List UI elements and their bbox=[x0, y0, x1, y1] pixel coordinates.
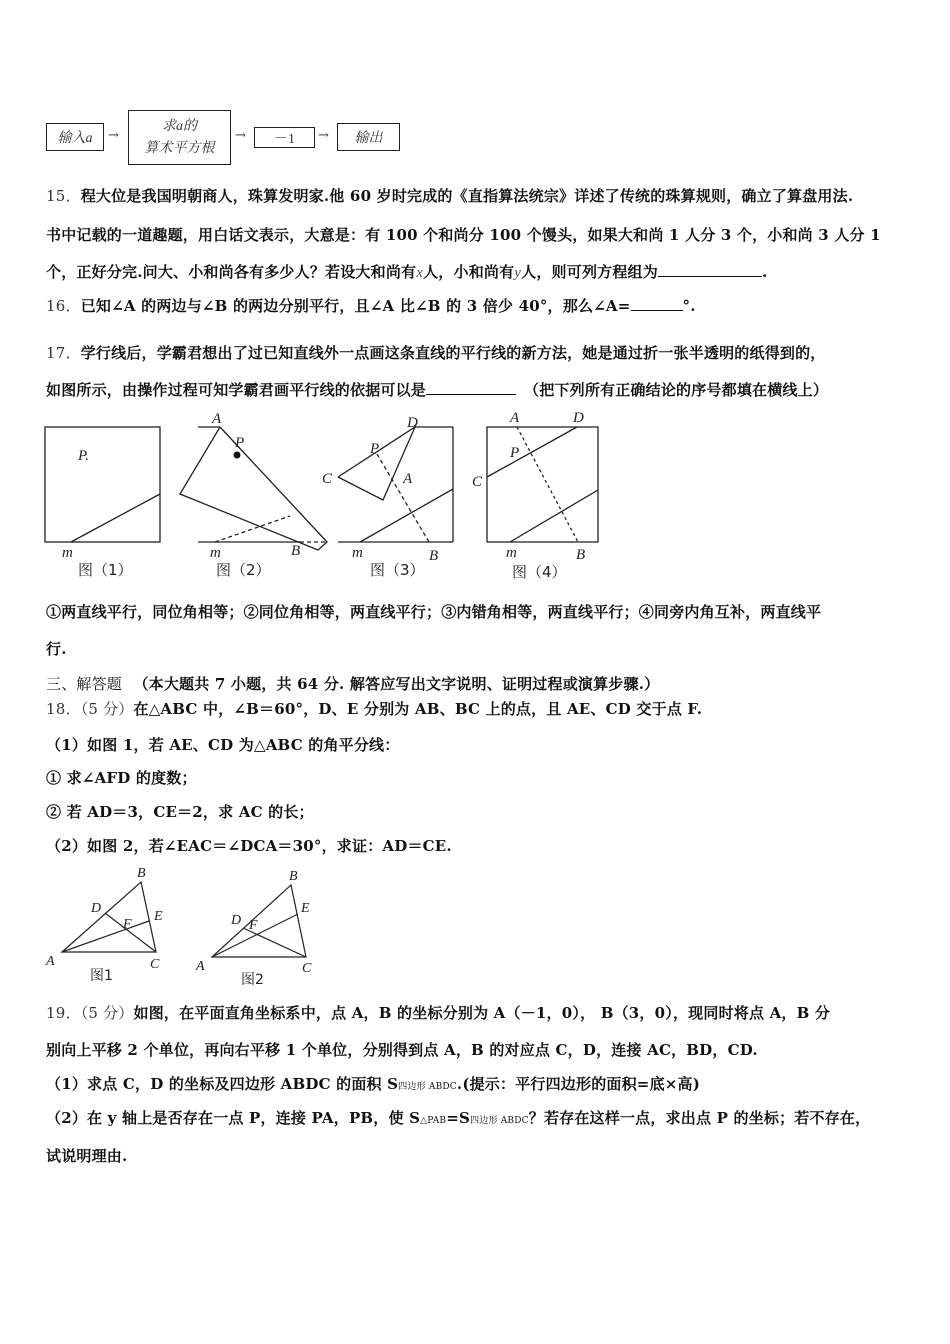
q17-line2 bbox=[46, 380, 828, 400]
q19-part2-subscript-2: 四边形 ABDC bbox=[470, 1116, 529, 1126]
svg-text:B: B bbox=[137, 866, 146, 881]
q19-part2-subscript-1: △PAB bbox=[420, 1116, 447, 1126]
flow-sqrt-label-2: 算术平方根 bbox=[144, 140, 215, 156]
svg-text:C: C bbox=[302, 961, 312, 976]
svg-text:F: F bbox=[123, 917, 132, 932]
q18-part2-text: （2）如图 2，若∠EAC＝∠DCA＝30°，求证：AD＝CE. bbox=[46, 837, 452, 855]
svg-text:D: D bbox=[91, 901, 102, 916]
q18-sub2 bbox=[46, 802, 314, 822]
flow-output-label: 输出 bbox=[354, 131, 383, 146]
q19-line2 bbox=[46, 1040, 758, 1060]
q17-options-2: 行. bbox=[46, 640, 67, 658]
q16-text-b: °. bbox=[682, 297, 696, 315]
q15-answer-blank[interactable] bbox=[658, 262, 762, 277]
q15-line2 bbox=[46, 225, 881, 245]
svg-text:C: C bbox=[150, 957, 160, 972]
q19-number: 19． bbox=[46, 1004, 81, 1022]
svg-text:A: A bbox=[510, 410, 520, 426]
q18-score: （5 分） bbox=[80, 700, 134, 718]
flow-minus-label: －1 bbox=[274, 131, 295, 147]
svg-text:B: B bbox=[429, 548, 439, 564]
svg-text:C: C bbox=[472, 474, 483, 490]
q15-text-3d: . bbox=[761, 263, 768, 281]
arrow-icon: → bbox=[235, 128, 246, 143]
q19-part2-c: ？若存在这样一点，求出点 P 的坐标；若不存在， bbox=[528, 1109, 871, 1127]
q16-answer-blank[interactable] bbox=[631, 296, 683, 311]
svg-text:B: B bbox=[291, 543, 301, 559]
section3-note: （本大题共 7 小题，共 64 分. 解答应写出文字说明、证明过程或演算步骤.） bbox=[133, 675, 660, 693]
svg-text:B: B bbox=[289, 869, 298, 884]
arrow-icon: → bbox=[108, 128, 119, 143]
q16-number: 16． bbox=[46, 297, 81, 315]
q18-part1-text: （1）如图 1，若 AE、CD 为△ABC 的角平分线： bbox=[46, 736, 400, 754]
q15-text-3b: 人，小和尚有 bbox=[423, 263, 515, 281]
q19-line1 bbox=[46, 1003, 830, 1023]
q18-stem bbox=[46, 699, 702, 719]
q15-text-3a: 个，正好分完.问大、小和尚各有多少人？若设大和尚有 bbox=[46, 263, 417, 281]
flow-sqrt-box bbox=[128, 110, 231, 165]
svg-text:m: m bbox=[210, 545, 221, 561]
q17-number: 17． bbox=[46, 344, 81, 362]
svg-text:m: m bbox=[62, 545, 73, 561]
flow-input-label: 输入a bbox=[57, 131, 93, 146]
svg-text:A: A bbox=[212, 411, 222, 427]
q19-part2-line2 bbox=[46, 1146, 127, 1166]
q19-text-1: 如图，在平面直角坐标系中，点 A，B 的坐标分别为 A（－1，0）， B（3，0），现同时将点 A，B 分 bbox=[133, 1004, 831, 1022]
q17-text-2b: （把下列所有正确结论的序号都填在横线上） bbox=[524, 381, 829, 399]
q19-score: （5 分） bbox=[80, 1004, 134, 1022]
svg-text:D: D bbox=[231, 913, 242, 928]
fig3-caption: 图（3） bbox=[370, 561, 425, 579]
q17-line1 bbox=[46, 343, 826, 363]
q17-options-line1 bbox=[46, 602, 821, 622]
q18-sub1-text: ① 求∠AFD 的度数； bbox=[46, 769, 197, 787]
svg-text:A: A bbox=[196, 959, 205, 974]
q19-text-2: 别向上平移 2 个单位，再向右平移 1 个单位，分别得到点 A，B 的对应点 C，D，连接 AC，BD，CD. bbox=[46, 1041, 758, 1059]
q15-line3 bbox=[46, 262, 767, 283]
q18-sub1 bbox=[46, 768, 197, 788]
q19-part2 bbox=[46, 1108, 870, 1131]
svg-text:C: C bbox=[322, 471, 333, 487]
fig2-caption: 图（2） bbox=[216, 561, 271, 579]
svg-text:E: E bbox=[301, 901, 310, 916]
q17-text-1: 学行线后，学霸君想出了过已知直线外一点画这条直线的平行线的新方法，她是通过折一张半透明的纸得到的， bbox=[80, 344, 826, 362]
svg-text:A: A bbox=[403, 471, 413, 487]
q18-part2 bbox=[46, 836, 452, 856]
q16-line bbox=[46, 296, 696, 316]
q15-line1 bbox=[46, 186, 853, 206]
section3-heading bbox=[46, 674, 659, 694]
svg-text:m: m bbox=[506, 545, 517, 561]
q18-fig1-caption: 图1 bbox=[90, 968, 113, 984]
q19-part1 bbox=[46, 1074, 700, 1097]
svg-text:B: B bbox=[576, 547, 586, 563]
flow-sqrt-label-1: 求a的 bbox=[162, 118, 197, 134]
q18-figures bbox=[40, 860, 340, 990]
q15-text-1: 程大位是我国明朝商人，珠算发明家.他 60 岁时完成的《直指算法统宗》详述了传统的珠算规则，确立了算盘用法. bbox=[80, 187, 854, 205]
q17-options-1: ①两直线平行，同位角相等；②同位角相等，两直线平行；③内错角相等，两直线平行；④同旁内角互补，两直线平 bbox=[46, 603, 822, 621]
arrow-icon: → bbox=[318, 128, 329, 143]
q17-options-line2 bbox=[46, 639, 67, 659]
section3-title: 三、解答题 bbox=[46, 675, 123, 693]
q18-number: 18． bbox=[46, 700, 81, 718]
q18-part1 bbox=[46, 735, 399, 755]
q19-part1-a: （1）求点 C，D 的坐标及四边形 ABDC 的面积 S bbox=[46, 1075, 399, 1093]
svg-text:E: E bbox=[154, 909, 163, 924]
q15-text-3c: 人，则可列方程组为 bbox=[521, 263, 658, 281]
q19-part2-a: （2）在 y 轴上是否存在一点 P，连接 PA，PB，使 S bbox=[46, 1109, 421, 1127]
fig1-caption: 图（1） bbox=[78, 561, 133, 579]
q18-fig2-caption: 图2 bbox=[241, 972, 264, 988]
q17-answer-blank[interactable] bbox=[426, 380, 516, 395]
q15-text-2: 书中记载的一道趣题，用白话文表示，大意是：有 100 个和尚分 100 个馒头，如果大和尚 1 人分 3 个，小和尚 3 人分 1 bbox=[46, 226, 881, 244]
flow-minus-box bbox=[254, 127, 315, 148]
svg-text:P.: P. bbox=[78, 448, 89, 464]
svg-text:P: P bbox=[235, 435, 245, 451]
q17-figures bbox=[40, 405, 620, 585]
svg-text:F: F bbox=[249, 918, 258, 933]
q19-part1-subscript: 四边形 ABDC bbox=[398, 1082, 457, 1092]
q18-sub2-text: ② 若 AD＝3，CE＝2，求 AC 的长； bbox=[46, 803, 314, 821]
q15-number: 15． bbox=[46, 187, 81, 205]
q15-var-x: x bbox=[416, 265, 424, 281]
flow-output-box bbox=[337, 123, 400, 151]
q16-text-a: 已知∠A 的两边与∠B 的两边分别平行，且∠A 比∠B 的 3 倍少 40°，那么∠A= bbox=[80, 297, 631, 315]
q15-var-y: y bbox=[514, 265, 522, 281]
q17-text-2a: 如图所示，由操作过程可知学霸君画平行线的依据可以是 bbox=[46, 381, 427, 399]
q18-stem-text: 在△ABC 中，∠B＝60°，D、E 分别为 AB、BC 上的点，且 AE、CD 交于点 F. bbox=[133, 700, 703, 718]
q19-part1-b: .(提示：平行四边形的面积=底×高) bbox=[456, 1075, 701, 1093]
fig4-caption: 图（4） bbox=[512, 563, 567, 581]
svg-text:m: m bbox=[352, 545, 363, 561]
q19-part2-b: =S bbox=[446, 1109, 471, 1127]
svg-text:A: A bbox=[46, 954, 55, 969]
svg-text:D: D bbox=[573, 410, 584, 426]
svg-text:P: P bbox=[510, 445, 520, 461]
svg-text:D: D bbox=[407, 415, 418, 431]
svg-text:P: P bbox=[370, 441, 380, 457]
flow-input-box bbox=[46, 123, 104, 151]
q19-part2-text-2: 试说明理由. bbox=[46, 1147, 128, 1165]
